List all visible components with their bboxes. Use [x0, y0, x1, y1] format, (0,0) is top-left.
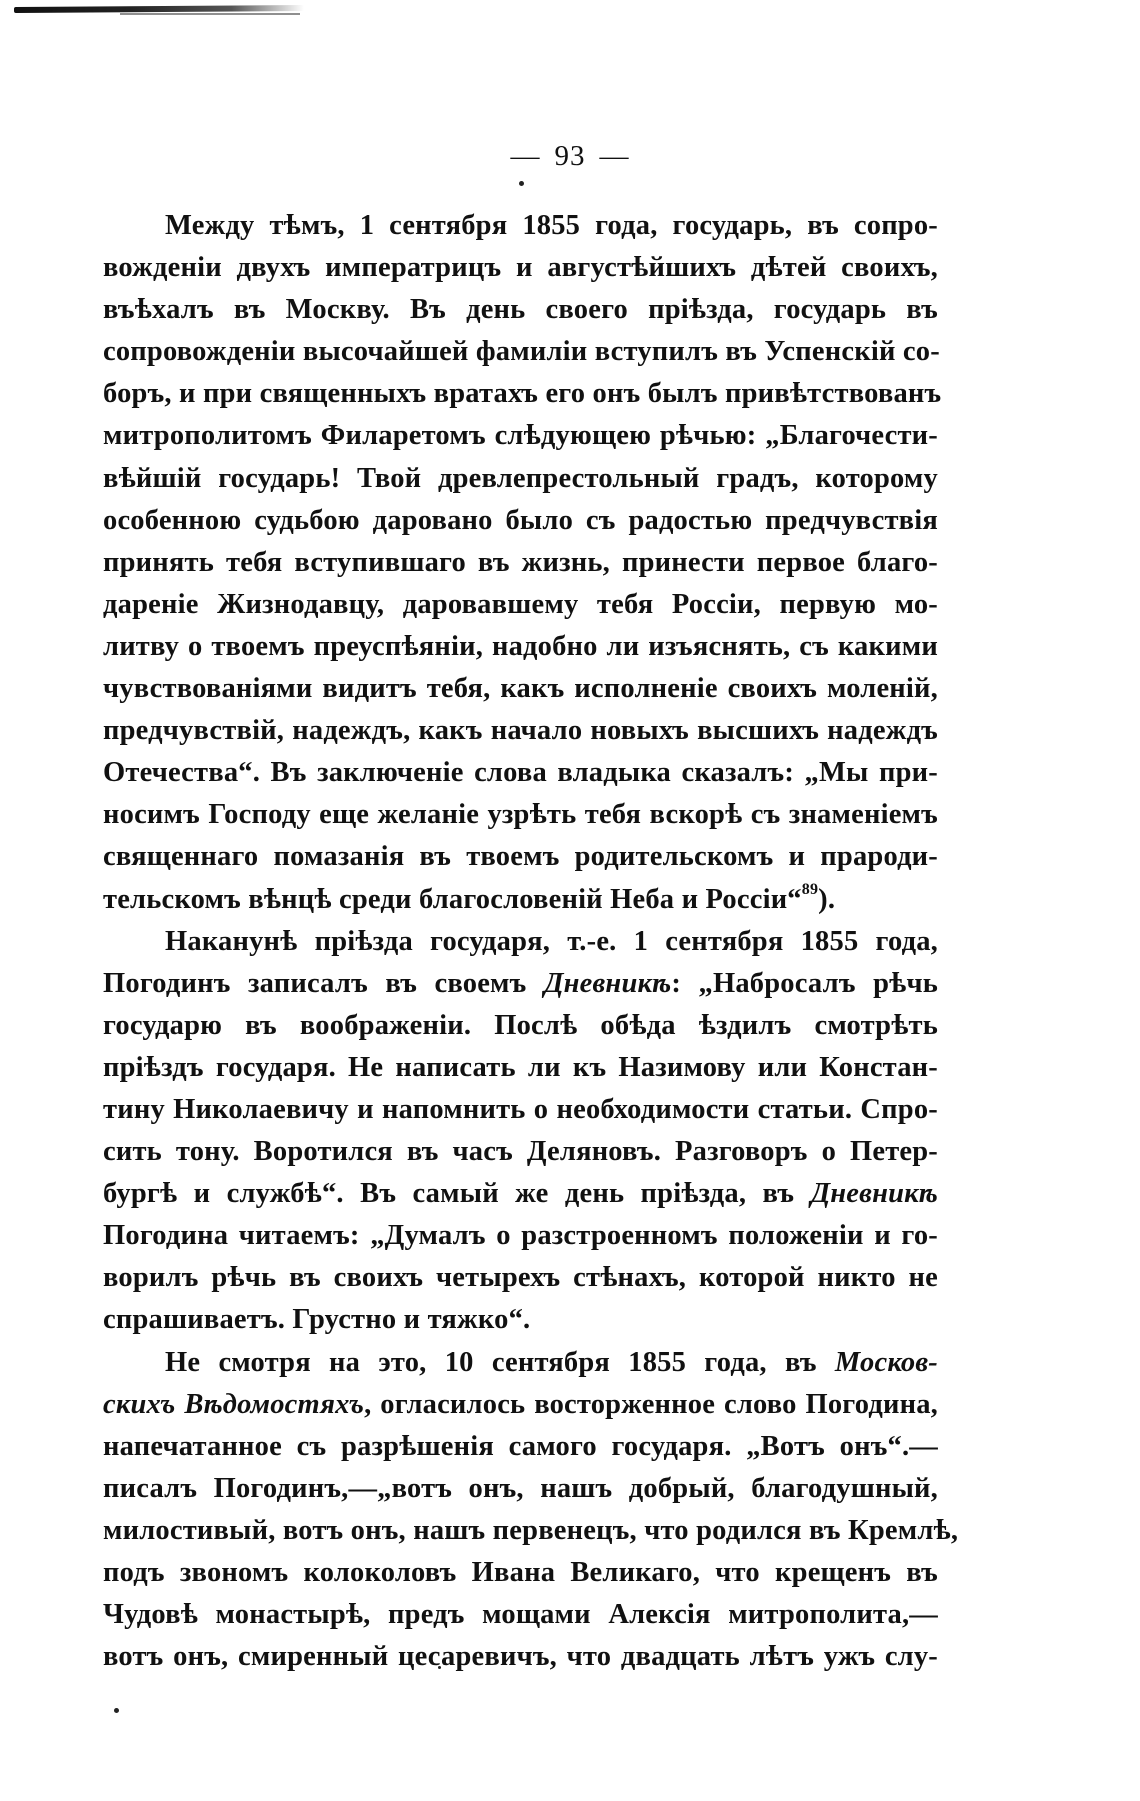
line-text: дареніе Жизнодавцу, даровавшему тебя Россіи, первую мо- — [103, 588, 938, 620]
text-line — [103, 500, 938, 542]
line-text: вожденіи двухъ императрицъ и августѣйшихъ дѣтей своихъ, — [103, 252, 938, 284]
text-line — [103, 542, 938, 584]
page-number-header — [0, 140, 1140, 173]
line-text: ворилъ рѣчь въ своихъ четырехъ стѣнахъ, которой никто не — [103, 1262, 938, 1294]
text-line — [103, 1468, 938, 1510]
line-text: священнаго помазанія въ твоемъ родительскомъ и прароди- — [103, 841, 938, 873]
line-text: носимъ Господу еще желаніе узрѣть тебя вскорѣ съ знаменіемъ — [103, 799, 938, 831]
line-text: : „Набросалъ рѣчь — [671, 967, 938, 999]
text-line — [103, 584, 938, 626]
text-line — [103, 921, 938, 963]
line-text: напечатанное съ разрѣшенія самого государя. „Вотъ онъ“.— — [103, 1430, 938, 1462]
text-line — [103, 1131, 938, 1173]
line-text: Погодина читаемъ: „Думалъ о разстроенномъ положеніи и го- — [103, 1220, 938, 1252]
footnote-marker: 89 — [801, 880, 819, 898]
text-line — [103, 331, 938, 373]
text-line — [103, 1047, 938, 1089]
line-text: подъ звономъ колоколовъ Ивана Великаго, что крещенъ въ — [103, 1557, 938, 1588]
line-text: Отечества“. Въ заключеніе слова владыка сказалъ: „Мы при- — [103, 757, 938, 789]
text-line — [103, 1299, 938, 1341]
line-text: Погодинъ записалъ въ своемъ — [103, 967, 544, 999]
line-text: писалъ Погодинъ,—„вотъ онъ, нашъ добрый, благодушный, — [103, 1472, 938, 1504]
line-text: Не смотря на это, 10 сентября 1855 года, въ — [165, 1346, 835, 1378]
page-number-dash-right: — — [599, 140, 630, 172]
italic-title: скихъ Вѣдомостяхъ — [103, 1388, 365, 1420]
print-speck — [114, 1708, 119, 1713]
line-text: вѣйшій государь! Твой древлепрестольный градъ, которому — [103, 462, 938, 494]
text-line — [103, 710, 938, 752]
text-line — [103, 794, 938, 836]
text-line — [103, 373, 942, 415]
italic-title: Дневникѣ — [810, 1178, 938, 1210]
text-line — [103, 879, 938, 921]
italic-title: Дневникѣ — [543, 967, 672, 999]
text-line — [103, 963, 938, 1005]
text-line — [103, 836, 938, 878]
line-text: Наканунѣ пріѣзда государя, т.-е. 1 сентября 1855 года, — [165, 925, 938, 957]
body-text — [103, 205, 959, 1678]
text-line — [103, 205, 938, 247]
line-text: боръ, и при священныхъ вратахъ его онъ былъ привѣтствованъ — [103, 378, 942, 410]
text-line — [103, 1384, 938, 1426]
line-text: бургѣ и службѣ“. Въ самый же день пріѣзда, въ — [103, 1178, 811, 1210]
text-line — [103, 1426, 938, 1468]
text-line — [103, 1089, 938, 1131]
line-text: , огласилось восторженное слово Погодина, — [364, 1388, 938, 1420]
line-text: тину Николаевичу и напомнить о необходимости статьи. Спро- — [103, 1093, 938, 1125]
text-line — [103, 1342, 938, 1384]
line-text: Чудовѣ монастырѣ, предъ мощами Алексія митрополита,— — [103, 1599, 938, 1631]
text-line — [103, 1510, 959, 1552]
italic-title: Москов- — [834, 1346, 938, 1378]
text-line — [103, 1636, 938, 1678]
line-text: чувствованіями видитъ тебя, какъ исполненіе своихъ моленій, — [103, 673, 938, 705]
print-speck — [519, 181, 524, 186]
page-number: 93 — [554, 140, 586, 172]
text-line — [103, 1173, 938, 1215]
line-text: сопровожденіи высочайшей фамиліи вступилъ въ Успенскій со- — [103, 336, 940, 368]
text-line — [103, 1215, 938, 1257]
line-text: митрополитомъ Филаретомъ слѣдующею рѣчью: „Благочести- — [103, 420, 938, 452]
text-line — [103, 1257, 938, 1299]
text-line — [103, 247, 938, 289]
text-line — [103, 668, 938, 710]
text-line — [103, 458, 938, 500]
text-line — [103, 1594, 938, 1636]
line-text: тельскомъ вѣнцѣ среди благословеній Неба и Россіи“ — [103, 883, 802, 915]
text-line — [103, 415, 938, 457]
page-number-dash-left: — — [510, 140, 541, 172]
text-line — [103, 289, 938, 331]
line-text: Между тѣмъ, 1 сентября 1855 года, государь, въ сопро- — [165, 210, 938, 241]
line-text: предчувствій, надеждъ, какъ начало новыхъ высшихъ надеждъ — [103, 715, 938, 747]
line-text: спрашиваетъ. Грустно и тяжко“. — [103, 1304, 531, 1336]
text-line — [103, 626, 938, 668]
line-text: принять тебя вступившаго въ жизнь, принести первое благо- — [103, 546, 938, 578]
line-text: государю въ воображеніи. Послѣ обѣда ѣздилъ смотрѣть — [103, 1009, 938, 1041]
top-edge-rule — [14, 5, 304, 13]
line-text: милостивый, вотъ онъ, нашъ первенецъ, что родился въ Кремлѣ, — [103, 1514, 959, 1546]
text-line — [103, 1552, 938, 1594]
line-text: ). — [818, 883, 836, 915]
text-line — [103, 752, 938, 794]
top-edge-rule-thin — [120, 13, 300, 15]
line-text: сить тону. Воротился въ часъ Деляновъ. Разговоръ о Петер- — [103, 1136, 938, 1168]
line-text: въѣхалъ въ Москву. Въ день своего пріѣзда, государь въ — [103, 294, 938, 326]
line-text: литву о твоемъ преуспѣяніи, надобно ли изъяснять, съ какими — [103, 630, 938, 662]
line-text: вотъ онъ, смиренный цесаревичъ, что двадцать лѣтъ ужъ слу- — [103, 1641, 938, 1673]
line-text: особенною судьбою даровано было съ радостью предчувствія — [103, 504, 938, 536]
text-line — [103, 1005, 938, 1047]
line-text: пріѣздъ государя. Не написать ли къ Назимову или Констан- — [103, 1051, 938, 1083]
